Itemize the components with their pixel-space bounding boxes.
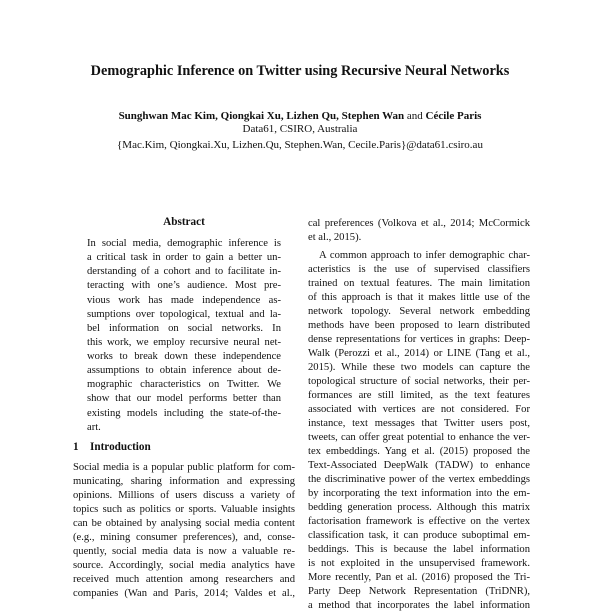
abstract-line: sumptions over topological, textual and la- <box>87 309 281 320</box>
intro-line: received much attention among researchers and <box>73 574 295 585</box>
body-line: methods have been proposed to learn distributed <box>308 320 530 331</box>
intro-line: quently, social media data is now a valuable re- <box>73 546 295 557</box>
body-line: Text-Associated DeepWalk (TADW) to enhance <box>308 460 530 471</box>
body-line: A common approach to infer demographic char- <box>319 250 530 261</box>
author-conjunction: and <box>406 110 423 122</box>
abstract-line: In social media, demographic inference is <box>87 238 281 249</box>
abstract-line: assumptions to obtain inference about de- <box>87 365 281 376</box>
abstract-line: show that our model performs better than <box>87 393 281 404</box>
body-line: topological structure of social networks, their per- <box>308 376 530 387</box>
body-line: network topology. Several network embedding <box>308 306 530 317</box>
body-line: acteristics is the use of supervised classifiers <box>308 264 530 275</box>
intro-line: Social media is a popular public platform for com- <box>73 462 295 473</box>
body-line: a method that incorporates the label information <box>308 600 530 611</box>
body-line: et al., 2015). <box>308 232 362 243</box>
author-last: Cécile Paris <box>425 110 482 122</box>
abstract-line: bel information on social networks. In <box>87 323 281 334</box>
body-line: factorisation framework is effective on the vertex <box>308 516 530 527</box>
body-line: of this approach is that it makes little use of the <box>308 292 530 303</box>
body-line: trained on textual features. The main limitation <box>308 278 530 289</box>
abstract-line: mographic characteristics on Twitter. We <box>87 379 281 390</box>
body-line: 2015). While these two models can capture the <box>308 362 530 373</box>
body-line: bedding generation process. Although this matrix <box>308 502 530 513</box>
body-line: tweets, can offer great potential to enhance the ver- <box>308 432 530 443</box>
body-line: beddings. This is because the label information <box>308 544 530 555</box>
affiliation: Data61, CSIRO, Australia <box>242 123 358 135</box>
body-line: classification task, it can produce suboptimal em- <box>308 530 530 541</box>
body-line: the discriminative power of the vertex embeddings <box>308 474 530 485</box>
abstract-heading: Abstract <box>163 216 205 228</box>
abstract-line: existing models including the state-of-the- <box>87 408 281 419</box>
abstract-line: art. <box>87 422 101 433</box>
body-line: Party Deep Network Representation (TriDNR), <box>308 586 530 597</box>
abstract-line: a critical task in order to gain a better un- <box>87 252 281 263</box>
abstract-line: derstanding of a cohort and to facilitate in- <box>87 266 281 277</box>
intro-line: municating, sharing information and expressing <box>73 476 295 487</box>
abstract-line: this work, we employ recursive neural net- <box>87 337 281 348</box>
body-line: by incorporating the text information into the em- <box>308 488 530 499</box>
body-line: associated with vertices are not considered. For <box>308 404 530 415</box>
body-line: dense representations for vertices in graphs: Deep- <box>308 334 530 345</box>
body-line: More recently, Pan et al. (2016) proposed the Tri- <box>308 572 530 583</box>
intro-line: companies (Wan and Paris, 2014; Valdes et al., <box>73 588 295 599</box>
author-list <box>0 109 600 123</box>
intro-line: source. Accordingly, social media analytics have <box>73 560 295 571</box>
body-line: formances are still limited, as the text features <box>308 390 530 401</box>
author-emails: {Mac.Kim, Qiongkai.Xu, Lizhen.Qu, Stephen.Wan, Cecile.Paris}@data61.csiro.au <box>117 139 483 151</box>
section-number: 1 <box>73 441 79 453</box>
body-line: is not exploited in the unsupervised framework. <box>308 558 530 569</box>
abstract-line: teracting with one’s audience. Most pre- <box>87 280 281 291</box>
body-line: instance, text messages that Twitter users post, <box>308 418 530 429</box>
introduction-heading: Introduction <box>90 441 151 453</box>
abstract-line: works to break down these independence <box>87 351 281 362</box>
author-names: Sunghwan Mac Kim, Qiongkai Xu, Lizhen Qu, Stephen Wan <box>118 110 405 122</box>
intro-line: (e.g., mining consumer preferences), and, conse- <box>73 532 295 543</box>
abstract-line: vious work has made independence as- <box>87 295 281 306</box>
body-line: cal preferences (Volkova et al., 2014; McCormick <box>308 218 530 229</box>
intro-line: can be obtained by analysing social media content <box>73 518 295 529</box>
intro-line: topics such as politics or sports. Valuable insights <box>73 504 295 515</box>
paper-title: Demographic Inference on Twitter using Recursive Neural Networks <box>90 63 510 79</box>
intro-line: opinions. Millions of users discuss a variety of <box>73 490 295 501</box>
body-line: Walk (Perozzi et al., 2014) or LINE (Tang et al., <box>308 348 530 359</box>
body-line: tex embeddings. Yang et al. (2015) proposed the <box>308 446 530 457</box>
